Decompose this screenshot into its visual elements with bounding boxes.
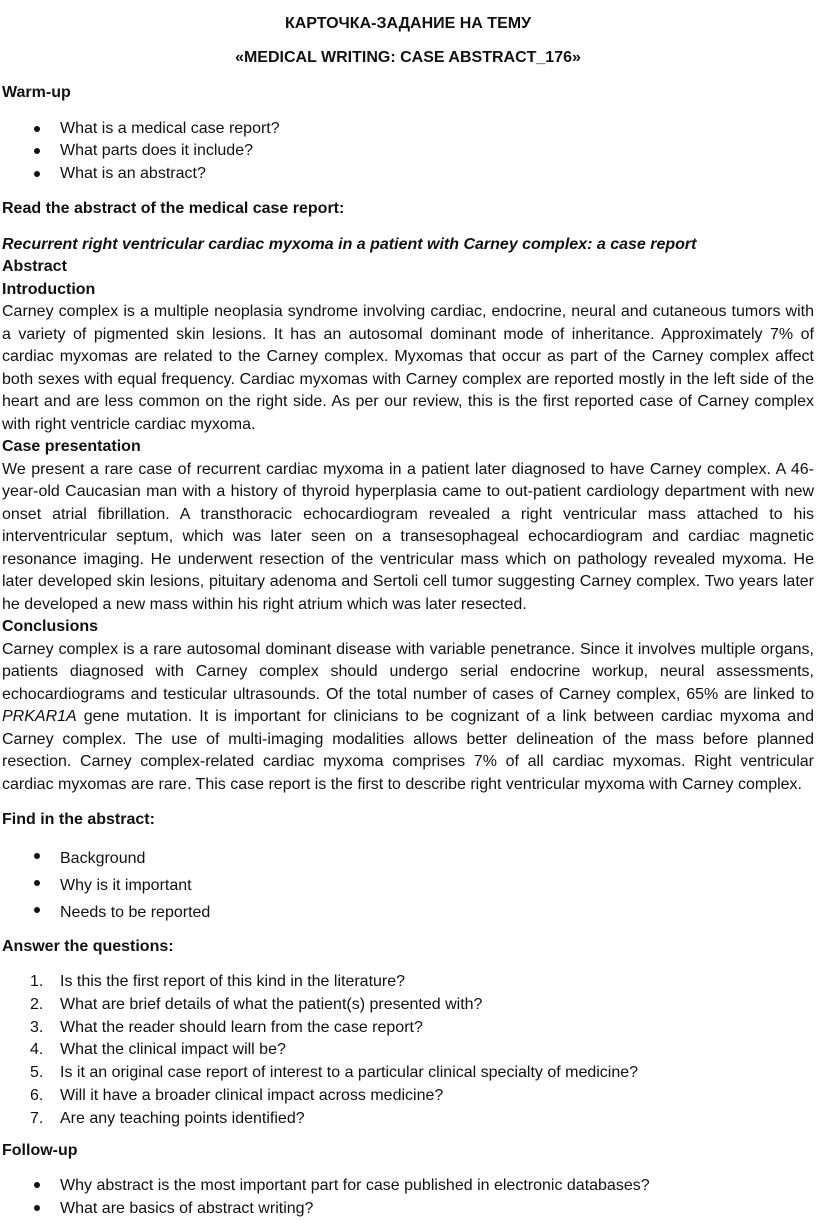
list-number: 6. bbox=[30, 1086, 44, 1104]
followup-heading: Follow-up bbox=[2, 1141, 78, 1159]
page-title-line-1: КАРТОЧКА-ЗАДАНИЕ НА ТЕМУ bbox=[284, 15, 532, 32]
case-presentation-paragraph: We present a rare case of recurrent cardiac myxoma in a patient later diagnosed to have Carney complex. A 46-year-old Caucasian man with a history of thyroid hyperplasia came to out-patient cardiology department with new onset atrial fibrillation. A transthoracic echocardiogram revealed a right ventricular mass attached to his interventricular septum, which was later seen on a transesophageal echocardiogram and cardiac magnetic resonance imaging. He underwent resection of the ventricular mass which on pathology revealed myxoma. He later developed skin lesions, pituitary adenoma and Sertoli cell tumor suggesting Carney complex. Two years later he developed a new mass within his right atrium which was later resected. bbox=[2, 460, 814, 613]
list-number: 5. bbox=[30, 1064, 44, 1082]
list-item bbox=[2, 971, 814, 994]
list-number: 1. bbox=[30, 973, 44, 990]
case-presentation-heading: Case presentation bbox=[2, 438, 141, 455]
question-text: What are brief details of what the patient(s) presented with? bbox=[60, 995, 483, 1013]
introduction-paragraph: Carney complex is a multiple neoplasia syndrome involving cardiac, endocrine, neural and cutaneous tumors with a variety of pigmented skin lesions. It has an autosomal dominant mode of inheritance. Approximately 7% of cardiac myxomas are related to the Carney complex. Myxomas that occur as part of the Carney complex affect both sexes with equal frequency. Cardiac myxomas with Carney complex are reported mostly in the left side of the heart and are less common on the right side. As per our review, this is the first reported case of Carney complex with right ventricle cardiac myxoma. bbox=[2, 303, 814, 433]
page-title-line-2: «MEDICAL WRITING: CASE ABSTRACT_176» bbox=[235, 49, 581, 66]
article-title: Recurrent right ventricular cardiac myxoma in a patient with Carney complex: a case report bbox=[2, 235, 697, 253]
warmup-list bbox=[2, 118, 814, 186]
list-item: Why abstract is the most important part for case published in electronic databases? bbox=[2, 1174, 814, 1197]
read-heading: Read the abstract of the medical case report: bbox=[2, 200, 345, 217]
list-item bbox=[2, 1017, 814, 1040]
gene-name: PRKAR1A bbox=[2, 708, 77, 725]
question-text: What the reader should learn from the case report? bbox=[60, 1018, 423, 1036]
list-number: 7. bbox=[30, 1109, 44, 1127]
list-item: What is a medical case report? bbox=[2, 118, 814, 141]
list-number: 3. bbox=[30, 1018, 44, 1036]
list-item bbox=[2, 1108, 814, 1131]
question-text: Will it have a broader clinical impact across medicine? bbox=[60, 1086, 444, 1104]
list-number: 4. bbox=[30, 1041, 44, 1059]
conclusions-text-part-2: gene mutation. It is important for clinicians to be cognizant of a link between cardiac myxoma and Carney complex. The use of multi-imaging modalities allows better delineation of the mass before planned resection. Carney complex-related cardiac myxoma comprises 7% of all cardiac myxomas. Right ventricular cardiac myxomas are rare. This case report is the first to describe right ventricular myxoma with Carney complex. bbox=[2, 708, 814, 793]
question-text: Are any teaching points identified? bbox=[60, 1109, 305, 1127]
list-number: 2. bbox=[30, 995, 44, 1013]
question-text: Is it an original case report of interest to a particular clinical specialty of medicine? bbox=[60, 1064, 639, 1082]
list-item: Background bbox=[2, 845, 814, 872]
conclusions-paragraph bbox=[2, 639, 814, 797]
list-item: Needs to be reported bbox=[2, 899, 814, 926]
question-text: Is this the first report of this kind in the literature? bbox=[60, 973, 406, 990]
find-heading: Find in the abstract: bbox=[2, 811, 155, 828]
introduction-heading: Introduction bbox=[2, 280, 96, 298]
questions-list bbox=[2, 971, 814, 1131]
list-item bbox=[2, 1039, 814, 1062]
list-item: What are basics of abstract writing? bbox=[2, 1197, 814, 1220]
answer-heading: Answer the questions: bbox=[2, 937, 174, 955]
warmup-heading: Warm-up bbox=[2, 84, 71, 101]
list-item bbox=[2, 1062, 814, 1085]
question-text: What the clinical impact will be? bbox=[60, 1041, 286, 1059]
list-item bbox=[2, 994, 814, 1017]
list-item bbox=[2, 1085, 814, 1108]
abstract-heading: Abstract bbox=[2, 258, 67, 275]
list-item: Why is it important bbox=[2, 872, 814, 899]
conclusions-heading: Conclusions bbox=[2, 618, 99, 635]
conclusions-text-part-1: Carney complex is a rare autosomal dominant disease with variable penetrance. Since it involves multiple organs, patients diagnosed with Carney complex should undergo serial endocrine workup, neural assessments, echocardiograms and testicular ultrasounds. Of the total number of cases of Carney complex, 65% are linked to bbox=[2, 640, 814, 703]
list-item: What is an abstract? bbox=[2, 163, 814, 186]
followup-list bbox=[2, 1174, 814, 1220]
list-item: What parts does it include? bbox=[2, 140, 814, 163]
find-list bbox=[2, 845, 814, 926]
